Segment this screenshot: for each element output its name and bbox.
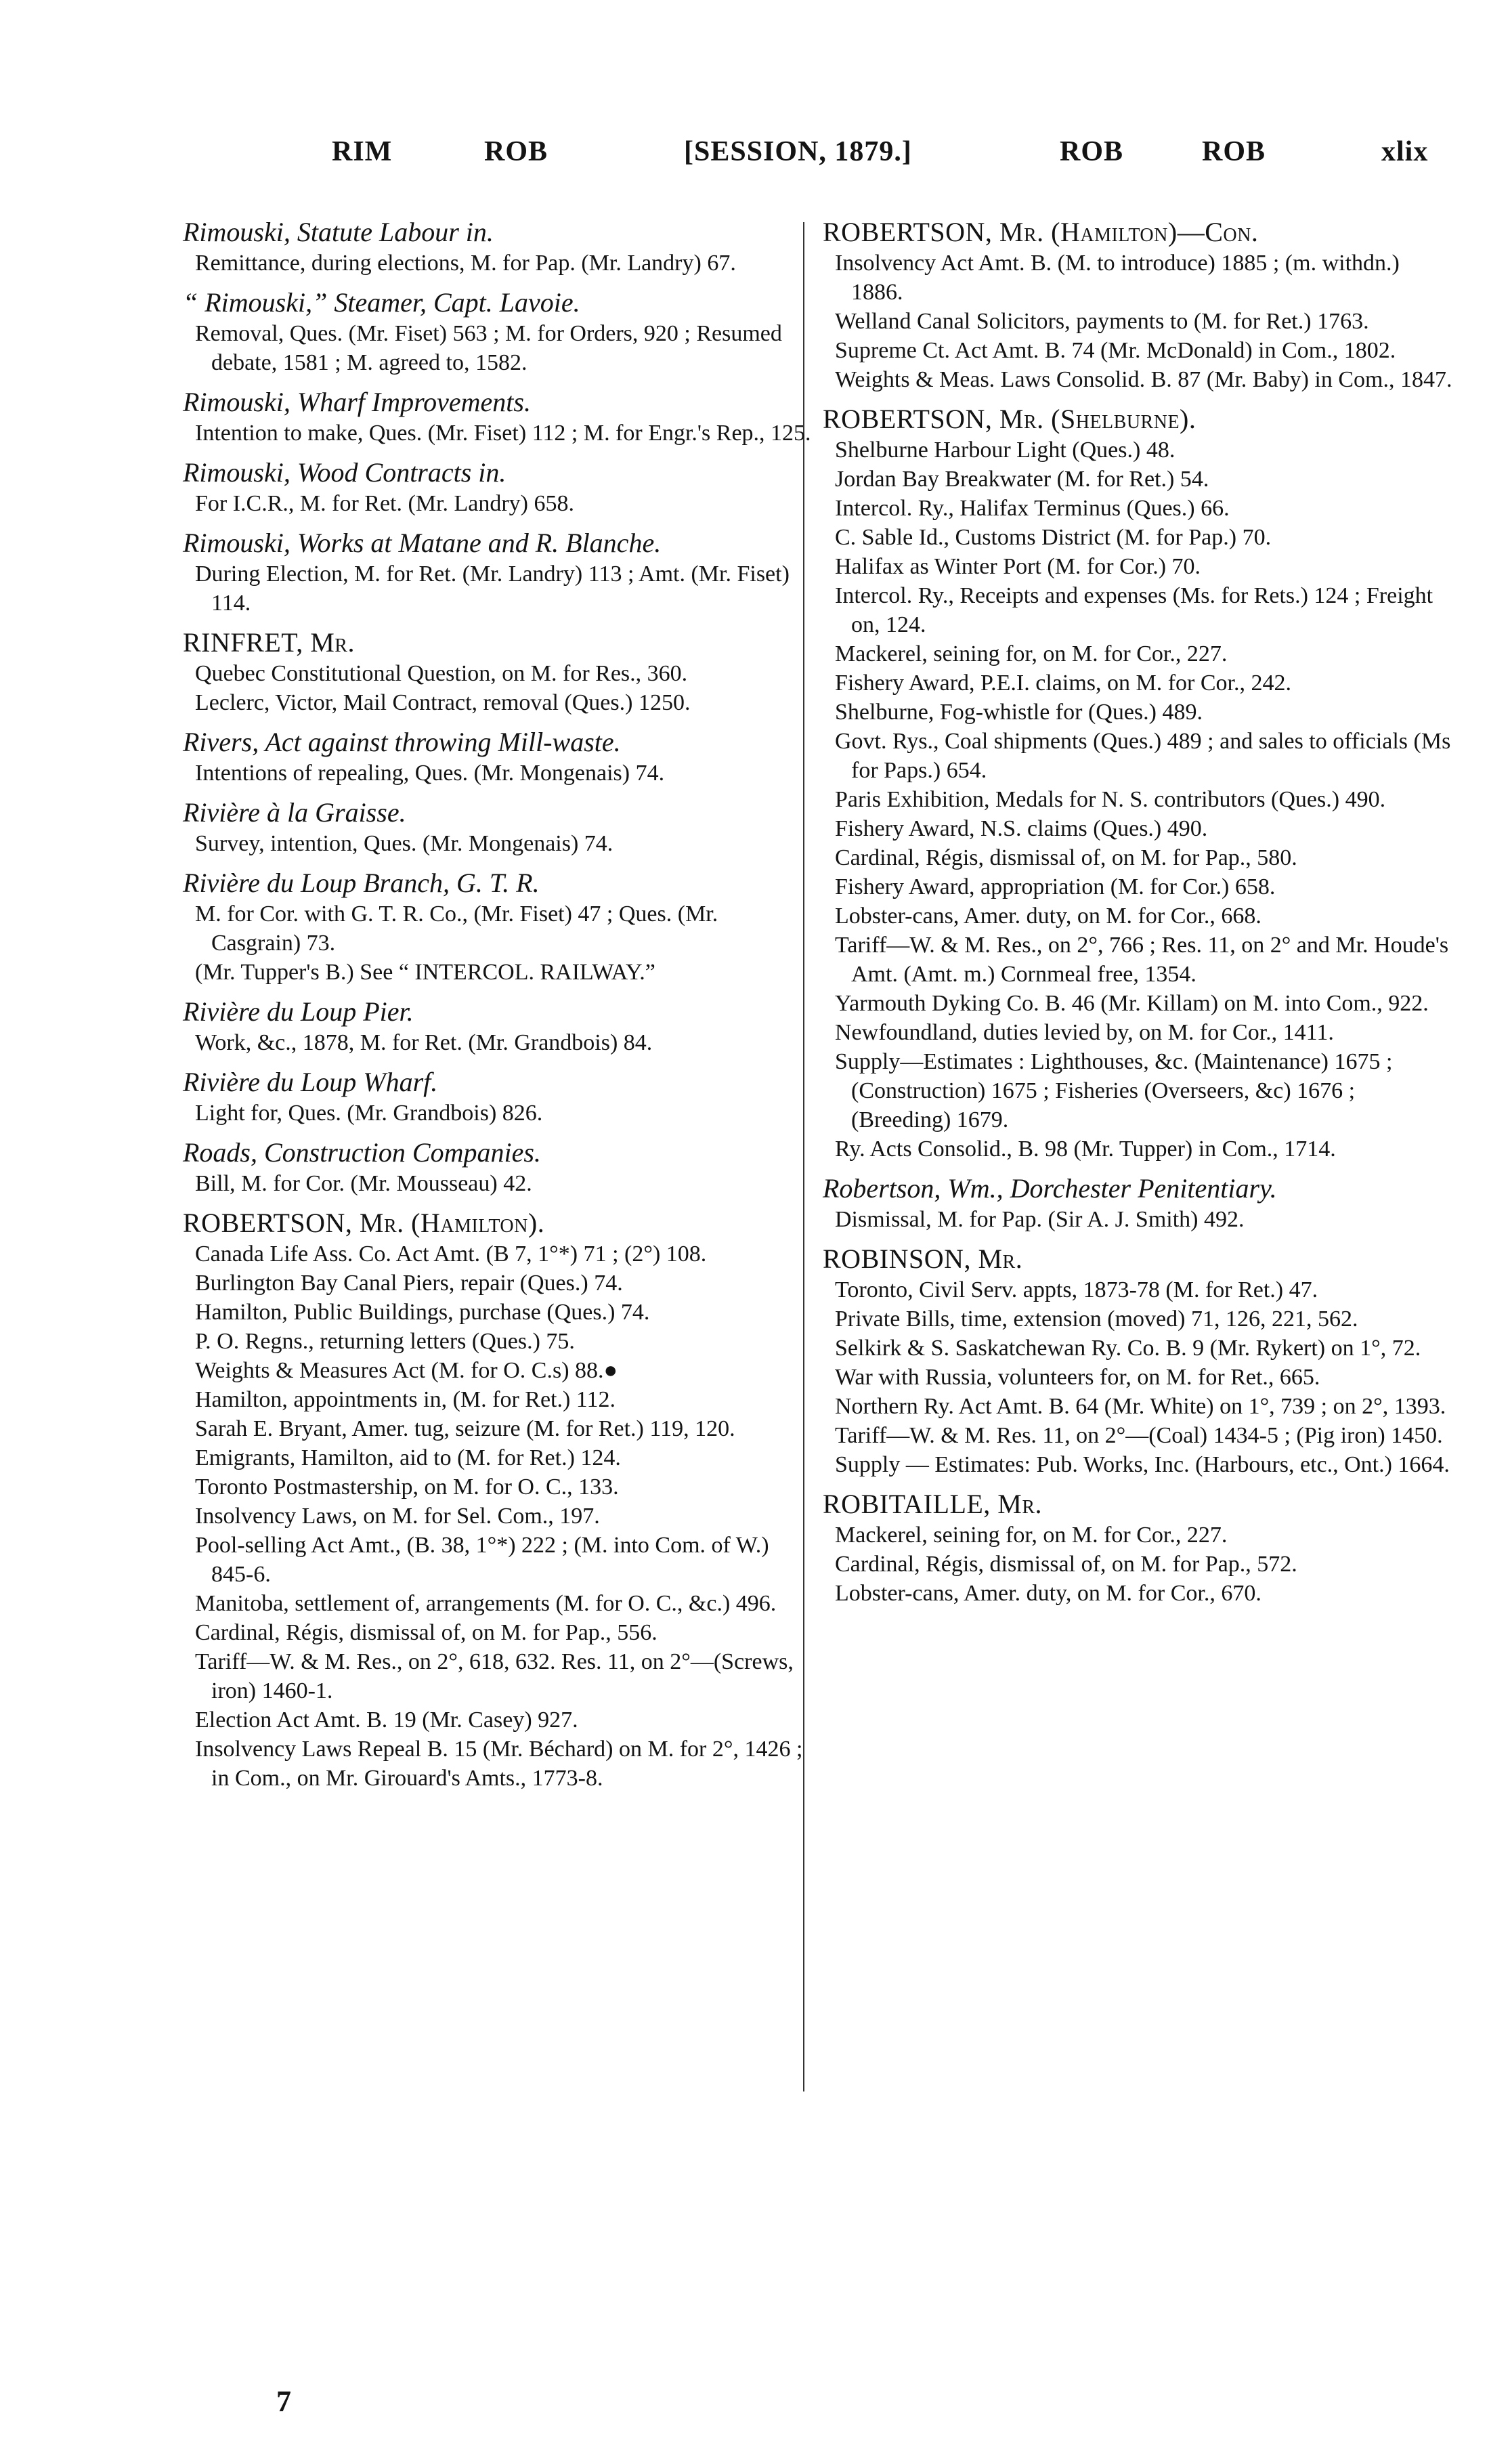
entry-heading: Rivière du Loup Wharf. bbox=[183, 1067, 438, 1097]
index-entry bbox=[183, 526, 813, 618]
index-entry bbox=[183, 866, 813, 987]
entry-item: Supply—Estimates : Lighthouses, &c. (Maintenance) 1675 ; (Construction) 1675 ; Fisheries (Overseers, &c) 1676 ; (Breeding) 1679. bbox=[835, 1049, 1393, 1132]
left-column bbox=[183, 215, 813, 1801]
entry-item: Intercol. Ry., Halifax Terminus (Ques.) 66. bbox=[835, 496, 1230, 521]
entry-item: Shelburne, Fog-whistle for (Ques.) 489. bbox=[835, 700, 1203, 725]
entry-item: Halifax as Winter Port (M. for Cor.) 70. bbox=[835, 554, 1201, 579]
right-column bbox=[823, 215, 1452, 1616]
entry-item: P. O. Regns., returning letters (Ques.) 75. bbox=[195, 1329, 575, 1354]
entry-item: Weights & Measures Act (M. for O. C.s) 88.● bbox=[195, 1358, 618, 1383]
index-entry bbox=[823, 215, 1452, 394]
index-entry bbox=[183, 995, 813, 1057]
header-range-start-next: ROB bbox=[484, 136, 548, 167]
entry-item: Canada Life Ass. Co. Act Amt. (B 7, 1°*) 71 ; (2°) 108. bbox=[195, 1241, 707, 1267]
entry-item: Survey, intention, Ques. (Mr. Mongenais) 74. bbox=[195, 831, 613, 856]
index-entry bbox=[183, 1065, 813, 1128]
entry-heading: ROBINSON, Mr. bbox=[823, 1244, 1023, 1274]
entry-item: Insolvency Laws, on M. for Sel. Com., 197. bbox=[195, 1504, 600, 1529]
entry-heading: Rimouski, Works at Matane and R. Blanche. bbox=[183, 528, 662, 558]
entry-heading: Rimouski, Wood Contracts in. bbox=[183, 457, 506, 488]
entry-item: Fishery Award, P.E.I. claims, on M. for Cor., 242. bbox=[835, 671, 1292, 696]
entry-item: Shelburne Harbour Light (Ques.) 48. bbox=[835, 438, 1175, 463]
entry-item: Sarah E. Bryant, Amer. tug, seizure (M. for Ret.) 119, 120. bbox=[195, 1416, 735, 1441]
entry-item: Hamilton, Public Buildings, purchase (Ques.) 74. bbox=[195, 1300, 650, 1325]
entry-item: Cardinal, Régis, dismissal of, on M. for Pap., 580. bbox=[835, 845, 1297, 870]
entry-item: Intercol. Ry., Receipts and expenses (Ms. for Rets.) 124 ; Freight on, 124. bbox=[835, 583, 1433, 637]
entry-item: Mackerel, seining for, on M. for Cor., 227. bbox=[835, 1523, 1228, 1548]
header-range-start: RIM bbox=[332, 136, 393, 167]
entry-item: Intentions of repealing, Ques. (Mr. Mongenais) 74. bbox=[195, 761, 665, 786]
index-entry bbox=[183, 215, 813, 278]
entry-heading: “ Rimouski,” Steamer, Capt. Lavoie. bbox=[183, 287, 580, 318]
index-entry bbox=[183, 286, 813, 377]
entry-heading: ROBERTSON, Mr. (Hamilton). bbox=[183, 1208, 545, 1238]
entry-item: Mackerel, seining for, on M. for Cor., 227. bbox=[835, 641, 1228, 666]
index-entry bbox=[823, 1487, 1452, 1608]
entry-item: Supply — Estimates: Pub. Works, Inc. (Harbours, etc., Ont.) 1664. bbox=[835, 1452, 1450, 1477]
entry-heading: Rimouski, Statute Labour in. bbox=[183, 217, 494, 247]
entry-item: Work, &c., 1878, M. for Ret. (Mr. Grandbois) 84. bbox=[195, 1030, 653, 1055]
entry-item: Lobster-cans, Amer. duty, on M. for Cor., 668. bbox=[835, 904, 1261, 929]
index-entry bbox=[823, 1242, 1452, 1479]
index-entry bbox=[823, 1172, 1452, 1234]
entry-item: M. for Cor. with G. T. R. Co., (Mr. Fiset) 47 ; Ques. (Mr. Casgrain) 73. bbox=[195, 901, 718, 956]
entry-item: Paris Exhibition, Medals for N. S. contributors (Ques.) 490. bbox=[835, 787, 1386, 812]
header-range-end: ROB bbox=[1060, 136, 1124, 167]
index-entry bbox=[823, 402, 1452, 1164]
entry-heading: Roads, Construction Companies. bbox=[183, 1137, 541, 1168]
entry-heading: Rivière du Loup Pier. bbox=[183, 996, 414, 1027]
entry-item: Toronto, Civil Serv. appts, 1873-78 (M. for Ret.) 47. bbox=[835, 1277, 1318, 1302]
entry-item: Jordan Bay Breakwater (M. for Ret.) 54. bbox=[835, 467, 1209, 492]
entry-item: Ry. Acts Consolid., B. 98 (Mr. Tupper) in Com., 1714. bbox=[835, 1137, 1336, 1162]
entry-item: Welland Canal Solicitors, payments to (M. for Ret.) 1763. bbox=[835, 309, 1369, 334]
entry-item: C. Sable Id., Customs District (M. for Pap.) 70. bbox=[835, 525, 1272, 550]
page-number: xlix bbox=[1381, 136, 1429, 167]
entry-heading: ROBERTSON, Mr. (Shelburne). bbox=[823, 404, 1196, 434]
entry-item: Newfoundland, duties levied by, on M. for Cor., 1411. bbox=[835, 1020, 1334, 1045]
entry-item: Intention to make, Ques. (Mr. Fiset) 112 ; M. for Engr.'s Rep., 125. bbox=[195, 421, 811, 446]
entry-heading: ROBERTSON, Mr. (Hamilton)—Con. bbox=[823, 217, 1259, 247]
entry-item: Northern Ry. Act Amt. B. 64 (Mr. White) on 1°, 739 ; on 2°, 1393. bbox=[835, 1394, 1446, 1419]
index-entry bbox=[183, 1136, 813, 1198]
entry-item: Cardinal, Régis, dismissal of, on M. for Pap., 556. bbox=[195, 1620, 657, 1645]
entry-heading: ROBITAILLE, Mr. bbox=[823, 1489, 1043, 1519]
entry-item: Quebec Constitutional Question, on M. for Res., 360. bbox=[195, 661, 688, 686]
entry-item: Light for, Ques. (Mr. Grandbois) 826. bbox=[195, 1101, 543, 1126]
entry-item: Pool-selling Act Amt., (B. 38, 1°*) 222 ; (M. into Com. of W.) 845-6. bbox=[195, 1533, 769, 1587]
entry-item: Insolvency Laws Repeal B. 15 (Mr. Béchard) on M. for 2°, 1426 ; in Com., on Mr. Girouard's Amts., 1773-8. bbox=[195, 1737, 803, 1791]
running-header bbox=[0, 135, 1510, 190]
entry-heading: Rivière du Loup Branch, G. T. R. bbox=[183, 868, 540, 898]
entry-item: Tariff—W. & M. Res., on 2°, 766 ; Res. 11, on 2° and Mr. Houde's Amt. (Amt. m.) Cornmeal free, 1354. bbox=[835, 933, 1449, 987]
index-entry bbox=[183, 385, 813, 448]
header-range-end-next: ROB bbox=[1202, 136, 1266, 167]
entry-item: Toronto Postmastership, on M. for O. C., 133. bbox=[195, 1474, 619, 1500]
entry-heading: Rimouski, Wharf Improvements. bbox=[183, 387, 531, 417]
entry-heading: Rivière à la Graisse. bbox=[183, 797, 406, 828]
entry-item: Hamilton, appointments in, (M. for Ret.) 112. bbox=[195, 1387, 616, 1412]
entry-item: Burlington Bay Canal Piers, repair (Ques.) 74. bbox=[195, 1271, 623, 1296]
index-entry bbox=[183, 626, 813, 717]
entry-item: Govt. Rys., Coal shipments (Ques.) 489 ; and sales to officials (Ms for Paps.) 654. bbox=[835, 729, 1451, 783]
entry-item: War with Russia, volunteers for, on M. for Ret., 665. bbox=[835, 1365, 1320, 1390]
index-entry bbox=[183, 1206, 813, 1793]
index-entry bbox=[183, 725, 813, 788]
entry-item: Removal, Ques. (Mr. Fiset) 563 ; M. for Orders, 920 ; Resumed debate, 1581 ; M. agreed to, 1582. bbox=[195, 321, 782, 375]
entry-item: Insolvency Act Amt. B. (M. to introduce) 1885 ; (m. withdn.) 1886. bbox=[835, 251, 1400, 305]
entry-item: Private Bills, time, extension (moved) 71, 126, 221, 562. bbox=[835, 1307, 1358, 1332]
index-entry bbox=[183, 456, 813, 518]
signature-mark: 7 bbox=[276, 2385, 291, 2418]
entry-item: (Mr. Tupper's B.) See “ INTERCOL. RAILWAY.” bbox=[195, 960, 655, 985]
index-entry bbox=[183, 796, 813, 858]
entry-item: Leclerc, Victor, Mail Contract, removal (Ques.) 1250. bbox=[195, 690, 691, 715]
entry-item: During Election, M. for Ret. (Mr. Landry) 113 ; Amt. (Mr. Fiset) 114. bbox=[195, 561, 790, 616]
entry-item: Fishery Award, N.S. claims (Ques.) 490. bbox=[835, 816, 1208, 841]
entry-item: Tariff—W. & M. Res. 11, on 2°—(Coal) 1434-5 ; (Pig iron) 1450. bbox=[835, 1423, 1443, 1448]
entry-item: Tariff—W. & M. Res., on 2°, 618, 632. Res. 11, on 2°—(Screws, iron) 1460-1. bbox=[195, 1649, 794, 1703]
entry-item: For I.C.R., M. for Ret. (Mr. Landry) 658. bbox=[195, 491, 575, 516]
entry-item: Selkirk & S. Saskatchewan Ry. Co. B. 9 (Mr. Rykert) on 1°, 72. bbox=[835, 1336, 1421, 1361]
entry-item: Emigrants, Hamilton, aid to (M. for Ret.) 124. bbox=[195, 1445, 621, 1470]
entry-item: Lobster-cans, Amer. duty, on M. for Cor., 670. bbox=[835, 1581, 1261, 1606]
entry-heading: Robertson, Wm., Dorchester Penitentiary. bbox=[823, 1173, 1277, 1204]
entry-heading: RINFRET, Mr. bbox=[183, 627, 355, 658]
entry-item: Bill, M. for Cor. (Mr. Mousseau) 42. bbox=[195, 1171, 532, 1196]
entry-item: Cardinal, Régis, dismissal of, on M. for Pap., 572. bbox=[835, 1552, 1297, 1577]
entry-item: Yarmouth Dyking Co. B. 46 (Mr. Killam) on M. into Com., 922. bbox=[835, 991, 1429, 1016]
entry-item: Dismissal, M. for Pap. (Sir A. J. Smith) 492. bbox=[835, 1207, 1245, 1232]
entry-item: Manitoba, settlement of, arrangements (M. for O. C., &c.) 496. bbox=[195, 1591, 777, 1616]
entry-heading: Rivers, Act against throwing Mill-waste. bbox=[183, 727, 621, 757]
header-session: [SESSION, 1879.] bbox=[684, 136, 912, 167]
entry-item: Remittance, during elections, M. for Pap. (Mr. Landry) 67. bbox=[195, 251, 736, 276]
entry-item: Supreme Ct. Act Amt. B. 74 (Mr. McDonald) in Com., 1802. bbox=[835, 338, 1396, 363]
entry-item: Fishery Award, appropriation (M. for Cor.) 658. bbox=[835, 874, 1276, 899]
entry-item: Weights & Meas. Laws Consolid. B. 87 (Mr. Baby) in Com., 1847. bbox=[835, 367, 1452, 392]
entry-item: Election Act Amt. B. 19 (Mr. Casey) 927. bbox=[195, 1707, 578, 1733]
